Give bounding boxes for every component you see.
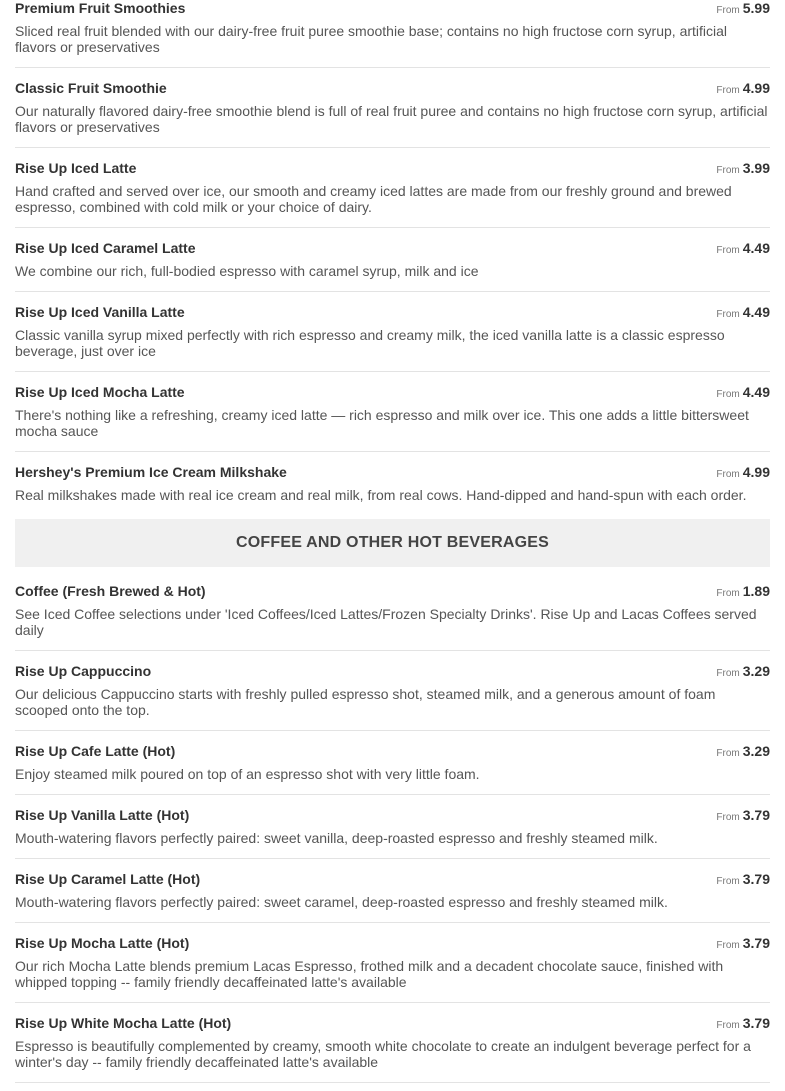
menu-item[interactable] — [15, 68, 770, 148]
price-prefix: From — [716, 245, 740, 256]
item-price — [716, 807, 770, 826]
item-description: Mouth-watering flavors perfectly paired: sweet vanilla, deep-roasted espresso and freshly steamed milk. — [15, 830, 658, 846]
item-name: Rise Up Mocha Latte (Hot) — [15, 935, 190, 951]
item-description: Classic vanilla syrup mixed perfectly with rich espresso and creamy milk, the iced vanilla latte is a classic espresso beverage, just over ice — [15, 327, 725, 359]
price-value: 4.49 — [742, 240, 770, 256]
menu-item[interactable] — [15, 1003, 770, 1083]
section-header: COFFEE AND OTHER HOT BEVERAGES — [15, 519, 770, 567]
price-value: 5.99 — [742, 0, 770, 16]
item-description: Sliced real fruit blended with our dairy-free fruit puree smoothie base; contains no high fructose corn syrup, artificial flavors or preservatives — [15, 23, 728, 55]
item-price — [716, 583, 770, 602]
menu-item[interactable] — [15, 859, 770, 923]
item-description: Mouth-watering flavors perfectly paired: sweet caramel, deep-roasted espresso and freshly steamed milk. — [15, 894, 668, 910]
price-value: 3.79 — [742, 935, 770, 951]
item-price — [716, 663, 770, 682]
item-price — [716, 240, 770, 259]
menu-item[interactable] — [15, 795, 770, 859]
price-prefix: From — [716, 389, 740, 400]
item-name: Rise Up White Mocha Latte (Hot) — [15, 1015, 232, 1031]
menu-item[interactable] — [15, 292, 770, 372]
item-name: Rise Up Cafe Latte (Hot) — [15, 743, 176, 759]
item-description: Our naturally flavored dairy-free smoothie blend is full of real fruit puree and contains no high fructose corn syrup, artificial flavors or preservatives — [15, 103, 768, 135]
item-price — [716, 160, 770, 179]
price-prefix: From — [716, 309, 740, 320]
item-description: Our rich Mocha Latte blends premium Lacas Espresso, frothed milk and a decadent chocolate sauce, finished with whipped topping -- family friendly decaffeinated latte's available — [15, 958, 724, 990]
menu-item[interactable] — [15, 228, 770, 292]
item-price — [716, 935, 770, 954]
price-prefix: From — [716, 5, 740, 16]
menu-item[interactable] — [15, 923, 770, 1003]
item-name: Coffee (Fresh Brewed & Hot) — [15, 583, 206, 599]
item-description: Espresso is beautifully complemented by creamy, smooth white chocolate to create an indulgent beverage perfect for a winter's day -- family friendly decaffeinated latte's available — [15, 1038, 751, 1070]
item-description: Our delicious Cappuccino starts with freshly pulled espresso shot, steamed milk, and a generous amount of foam scooped onto the top. — [15, 686, 716, 718]
menu-list — [15, 0, 770, 1083]
item-price — [716, 384, 770, 403]
item-description: There's nothing like a refreshing, creamy iced latte — rich espresso and milk over ice. This one adds a little bittersweet mocha sauce — [15, 407, 749, 439]
menu-item[interactable] — [15, 651, 770, 731]
price-prefix: From — [716, 1020, 740, 1031]
item-price — [716, 80, 770, 99]
price-value: 3.99 — [742, 160, 770, 176]
price-value: 4.49 — [742, 304, 770, 320]
item-name: Premium Fruit Smoothies — [15, 0, 186, 16]
item-name: Rise Up Vanilla Latte (Hot) — [15, 807, 190, 823]
item-name: Rise Up Iced Latte — [15, 160, 137, 176]
price-prefix: From — [716, 165, 740, 176]
price-value: 3.79 — [742, 871, 770, 887]
menu-item[interactable] — [15, 372, 770, 452]
price-value: 1.89 — [742, 583, 770, 599]
price-value: 3.29 — [742, 663, 770, 679]
item-description: We combine our rich, full-bodied espresso with caramel syrup, milk and ice — [15, 263, 479, 279]
item-name: Rise Up Iced Vanilla Latte — [15, 304, 185, 320]
item-name: Rise Up Iced Caramel Latte — [15, 240, 196, 256]
price-value: 4.99 — [742, 464, 770, 480]
item-price — [716, 871, 770, 890]
item-description: Real milkshakes made with real ice cream and real milk, from real cows. Hand-dipped and hand-spun with each order. — [15, 487, 747, 503]
price-value: 4.99 — [742, 80, 770, 96]
item-price — [716, 464, 770, 483]
price-value: 3.29 — [742, 743, 770, 759]
price-prefix: From — [716, 940, 740, 951]
price-prefix: From — [716, 588, 740, 599]
item-price — [716, 1015, 770, 1034]
price-prefix: From — [716, 668, 740, 679]
item-name: Hershey's Premium Ice Cream Milkshake — [15, 464, 287, 480]
item-price — [716, 304, 770, 323]
item-price — [716, 743, 770, 762]
price-prefix: From — [716, 85, 740, 96]
price-value: 4.49 — [742, 384, 770, 400]
price-prefix: From — [716, 876, 740, 887]
item-description: Enjoy steamed milk poured on top of an espresso shot with very little foam. — [15, 766, 480, 782]
menu-item[interactable] — [15, 452, 770, 519]
item-description: See Iced Coffee selections under 'Iced Coffees/Iced Lattes/Frozen Specialty Drinks'. Rise Up and Lacas Coffees served daily — [15, 606, 757, 638]
item-name: Rise Up Iced Mocha Latte — [15, 384, 185, 400]
price-prefix: From — [716, 812, 740, 823]
item-name: Classic Fruit Smoothie — [15, 80, 167, 96]
item-name: Rise Up Cappuccino — [15, 663, 152, 679]
price-value: 3.79 — [742, 807, 770, 823]
menu-item[interactable] — [15, 0, 770, 68]
price-prefix: From — [716, 469, 740, 480]
menu-item[interactable] — [15, 567, 770, 651]
price-prefix: From — [716, 748, 740, 759]
menu-item[interactable] — [15, 148, 770, 228]
item-name: Rise Up Caramel Latte (Hot) — [15, 871, 201, 887]
item-description: Hand crafted and served over ice, our smooth and creamy iced lattes are made from our freshly ground and brewed espresso, combined with cold milk or your choice of dairy. — [15, 183, 732, 215]
item-price — [716, 0, 770, 19]
menu-item[interactable] — [15, 731, 770, 795]
price-value: 3.79 — [742, 1015, 770, 1031]
